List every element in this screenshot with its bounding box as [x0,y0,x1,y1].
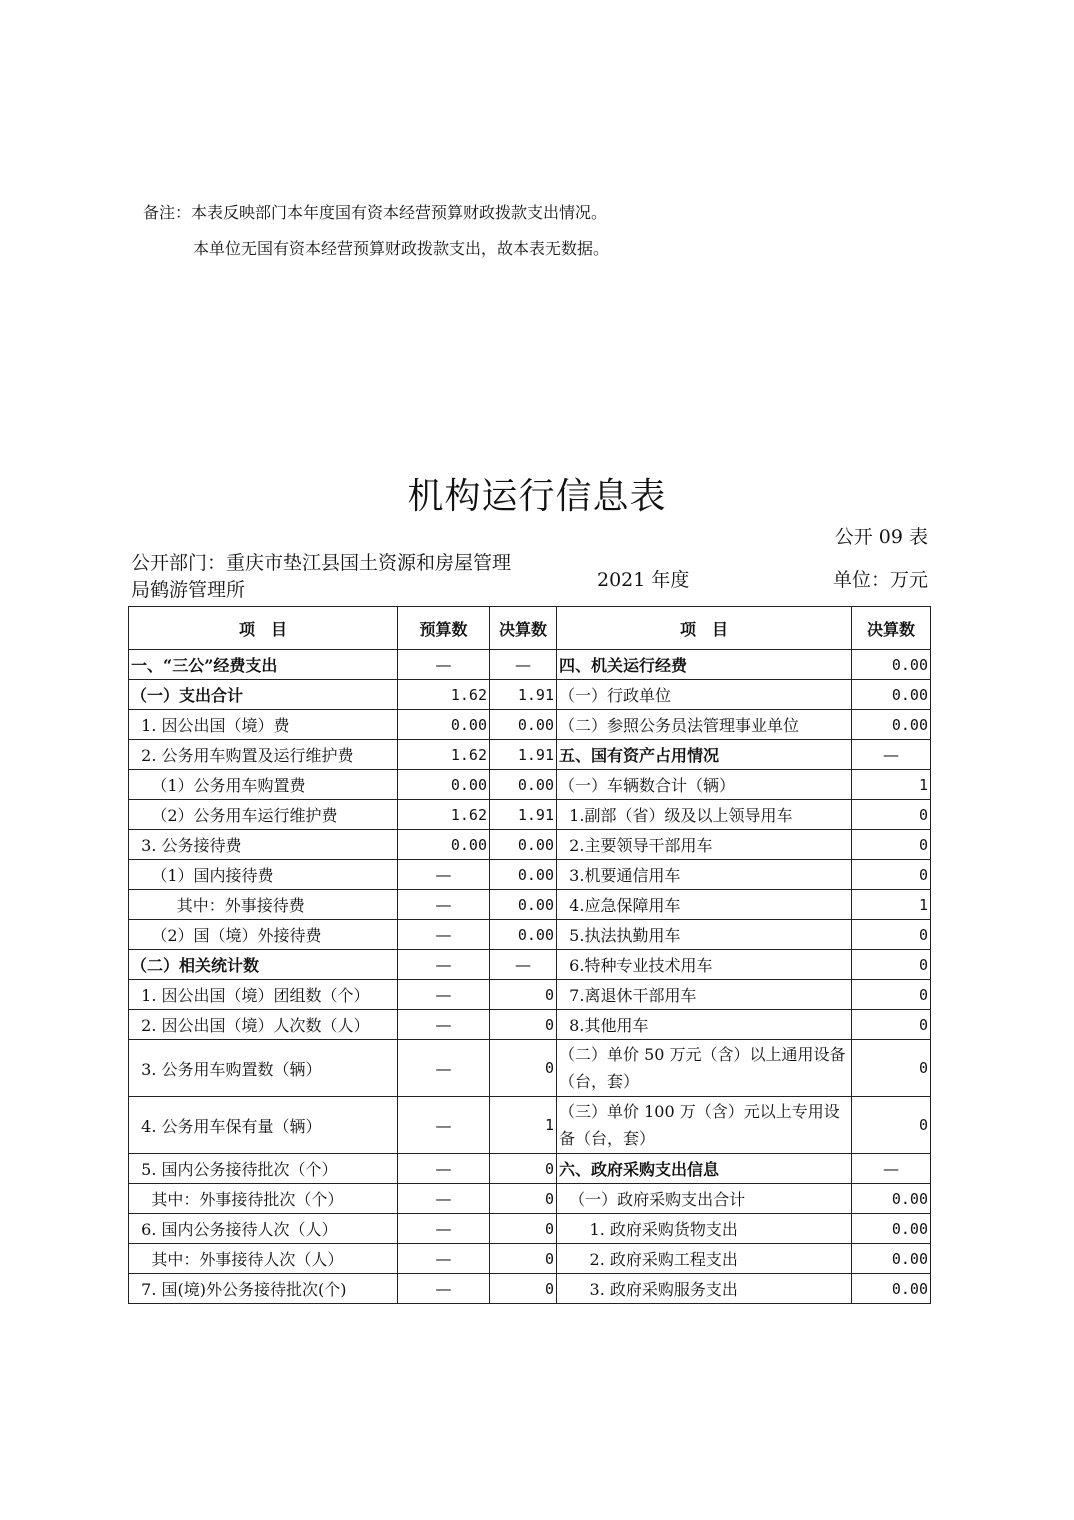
right-item-cell: 1.副部（省）级及以上领导用车 [557,800,852,830]
left-item-cell: 4. 公务用车保有量（辆） [129,1097,398,1154]
budget-cell: — [398,950,490,980]
final-right-cell: 0.00 [852,1214,931,1244]
left-item-cell: （二）相关统计数 [129,950,398,980]
final-right-cell: 1 [852,770,931,800]
budget-cell: 0.00 [398,710,490,740]
final-right-cell: 0 [852,1040,931,1097]
table-row [129,800,931,830]
final-right-cell: 0.00 [852,1244,931,1274]
left-item-cell: 3. 公务用车购置数（辆） [129,1040,398,1097]
left-item-cell: 3. 公务接待费 [129,830,398,860]
department-label: 公开部门：重庆市垫江县国土资源和房屋管理局鹤游管理所 [131,552,512,601]
final-left-cell: 0.00 [490,890,557,920]
budget-cell: 1.62 [398,740,490,770]
budget-cell: — [398,1040,490,1097]
table-row [129,860,931,890]
final-left-cell: 0 [490,1244,557,1274]
final-left-cell: 0 [490,1040,557,1097]
year-label: 2021 年度 [597,569,690,591]
right-item-cell: （一）行政单位 [557,680,852,710]
left-item-cell: 7. 国(境)外公务接待批次(个) [129,1274,398,1304]
left-item-cell: 2. 因公出国（境）人次数（人） [129,1010,398,1040]
budget-cell: — [398,1097,490,1154]
table-row [129,740,931,770]
final-left-cell: — [490,650,557,680]
left-item-cell: 一、“三公”经费支出 [129,650,398,680]
right-item-cell: 5.执法执勤用车 [557,920,852,950]
right-item-cell: 4.应急保障用车 [557,890,852,920]
left-item-cell: 其中：外事接待批次（个） [129,1184,398,1214]
left-item-cell: （2）公务用车运行维护费 [129,800,398,830]
final-left-cell: 0.00 [490,710,557,740]
table-row [129,1244,931,1274]
right-item-cell: 1. 政府采购货物支出 [557,1214,852,1244]
table-row [129,890,931,920]
table-row [129,1184,931,1214]
final-right-cell: 0.00 [852,650,931,680]
budget-cell: — [398,920,490,950]
note-line-1: 备注：本表反映部门本年度国有资本经营预算财政拨款支出情况。 [143,203,608,222]
table-row [129,1274,931,1304]
table-row [129,830,931,860]
right-item-cell: （二）参照公务员法管理事业单位 [557,710,852,740]
left-item-cell: （一）支出合计 [129,680,398,710]
final-left-cell: 0 [490,1010,557,1040]
left-item-cell: （1）公务用车购置费 [129,770,398,800]
right-item-cell: 2.主要领导干部用车 [557,830,852,860]
table-number: 公开 09 表 [834,526,928,548]
budget-cell: 0.00 [398,830,490,860]
table-row [129,1154,931,1184]
left-item-cell: 2. 公务用车购置及运行维护费 [129,740,398,770]
final-right-cell: 0.00 [852,710,931,740]
final-right-cell: 0 [852,980,931,1010]
table-row [129,650,931,680]
final-right-cell: — [852,1154,931,1184]
final-left-cell: 1 [490,1097,557,1154]
left-item-cell: （1）国内接待费 [129,860,398,890]
budget-cell: 0.00 [398,770,490,800]
right-item-cell: 6.特种专业技术用车 [557,950,852,980]
final-left-cell: 0 [490,1214,557,1244]
budget-cell: — [398,980,490,1010]
table-row [129,710,931,740]
header-item-left: 项 目 [129,607,398,650]
final-right-cell: 0 [852,920,931,950]
right-item-cell: 3.机要通信用车 [557,860,852,890]
table-row [129,920,931,950]
budget-cell: — [398,890,490,920]
right-item-cell: （二）单价 50 万元（含）以上通用设备（台，套） [557,1040,852,1097]
right-item-cell: （三）单价 100 万（含）元以上专用设备（台，套） [557,1097,852,1154]
header-final-left: 决算数 [490,607,557,650]
final-left-cell: 0.00 [490,770,557,800]
right-item-cell: 五、国有资产占用情况 [557,740,852,770]
note-line-2: 本单位无国有资本经营预算财政拨款支出，故本表无数据。 [193,239,610,258]
final-right-cell: 0.00 [852,680,931,710]
final-left-cell: 0 [490,1184,557,1214]
left-item-cell: 其中：外事接待人次（人） [129,1244,398,1274]
budget-cell: — [398,1010,490,1040]
budget-cell: — [398,1214,490,1244]
left-item-cell: 1. 因公出国（境）费 [129,710,398,740]
right-item-cell: 8.其他用车 [557,1010,852,1040]
unit-label: 单位：万元 [832,569,928,591]
final-right-cell: 0 [852,1097,931,1154]
final-left-cell: — [490,950,557,980]
final-left-cell: 0.00 [490,920,557,950]
right-item-cell: 四、机关运行经费 [557,650,852,680]
final-right-cell: 0 [852,830,931,860]
final-left-cell: 1.91 [490,740,557,770]
right-item-cell: 2. 政府采购工程支出 [557,1244,852,1274]
final-right-cell: 1 [852,890,931,920]
table-row [129,980,931,1010]
final-right-cell: 0 [852,950,931,980]
final-left-cell: 1.91 [490,680,557,710]
header-final-right: 决算数 [852,607,931,650]
budget-cell: — [398,650,490,680]
budget-cell: — [398,1154,490,1184]
left-item-cell: （2）国（境）外接待费 [129,920,398,950]
left-item-cell: 6. 国内公务接待人次（人） [129,1214,398,1244]
table-row [129,1040,931,1097]
right-item-cell: 7.离退休干部用车 [557,980,852,1010]
table-row [129,1214,931,1244]
final-left-cell: 0.00 [490,860,557,890]
final-right-cell: — [852,740,931,770]
final-right-cell: 0 [852,1010,931,1040]
left-item-cell: 5. 国内公务接待批次（个） [129,1154,398,1184]
final-left-cell: 0.00 [490,830,557,860]
final-left-cell: 0 [490,1154,557,1184]
budget-cell: — [398,1244,490,1274]
final-right-cell: 0.00 [852,1274,931,1304]
table-row [129,1010,931,1040]
table-header-row [129,607,931,650]
operation-info-table [128,606,931,1304]
table-row [129,680,931,710]
header-budget: 预算数 [398,607,490,650]
right-item-cell: 3. 政府采购服务支出 [557,1274,852,1304]
left-item-cell: 1. 因公出国（境）团组数（个） [129,980,398,1010]
table-row [129,770,931,800]
final-right-cell: 0 [852,800,931,830]
final-right-cell: 0 [852,860,931,890]
right-item-cell: （一）车辆数合计（辆） [557,770,852,800]
budget-cell: 1.62 [398,800,490,830]
final-left-cell: 1.91 [490,800,557,830]
right-item-cell: （一）政府采购支出合计 [557,1184,852,1214]
table-row [129,1097,931,1154]
final-right-cell: 0.00 [852,1184,931,1214]
budget-cell: — [398,860,490,890]
header-item-right: 项 目 [557,607,852,650]
final-left-cell: 0 [490,980,557,1010]
page-title: 机构运行信息表 [407,476,667,517]
left-item-cell: 其中：外事接待费 [129,890,398,920]
budget-cell: 1.62 [398,680,490,710]
final-left-cell: 0 [490,1274,557,1304]
budget-cell: — [398,1184,490,1214]
budget-cell: — [398,1274,490,1304]
table-row [129,950,931,980]
right-item-cell: 六、政府采购支出信息 [557,1154,852,1184]
